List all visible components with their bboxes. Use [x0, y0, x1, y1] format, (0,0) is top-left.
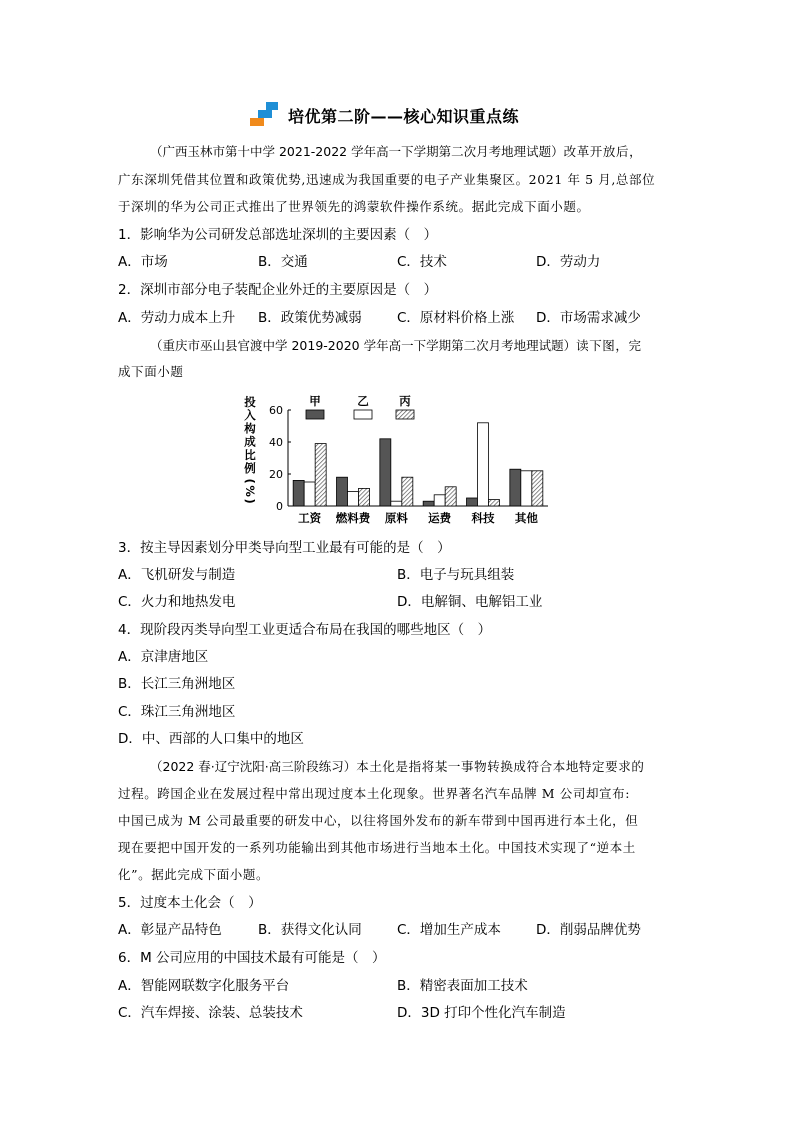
option-d[interactable]: D．3D 打印个性化汽车制造: [397, 1005, 566, 1021]
bar-丙-其他: [532, 471, 543, 506]
bar-乙-燃料费: [348, 492, 359, 506]
option-c[interactable]: C．火力和地热发电: [118, 594, 236, 610]
intro2-line1: [150, 336, 642, 356]
option-d[interactable]: D．削弱品牌优势: [536, 922, 641, 938]
intro1-source: （广西玉林市第十中学 2021-2022 学年高一下学期第二次月考地理试题）: [150, 144, 564, 159]
option-c[interactable]: C．汽车焊接、涂装、总装技术: [118, 1005, 303, 1021]
intro3-line5: 化”。据此完成下面小题。: [118, 867, 270, 882]
option-a[interactable]: A．飞机研发与制造: [118, 567, 236, 583]
option-c[interactable]: C．原材料价格上涨: [397, 310, 515, 326]
option-c[interactable]: C．珠江三角洲地区: [118, 704, 236, 720]
intro3-source: （2022 春·辽宁沈阳·高三阶段练习）: [150, 759, 357, 774]
option-c[interactable]: C．技术: [397, 254, 447, 270]
x-tick-label: 运费: [428, 511, 452, 525]
x-tick-label: 科技: [471, 511, 495, 525]
intro2-source: （重庆市巫山县官渡中学 2019-2020 学年高一下学期第二次月考地理试题）: [150, 338, 577, 353]
y-axis-label-char: 成: [244, 434, 256, 449]
option-d[interactable]: D．劳动力: [536, 254, 601, 270]
bar-甲-科技: [467, 498, 478, 506]
bar-丙-燃料费: [359, 488, 370, 506]
bar-甲-工资: [293, 480, 304, 506]
intro1-text: 改革开放后，: [563, 144, 643, 159]
legend-swatch: [306, 410, 324, 419]
legend-label: 丙: [399, 394, 411, 408]
legend-label: 甲: [309, 394, 321, 408]
option-a[interactable]: A．劳动力成本上升: [118, 310, 236, 326]
option-d[interactable]: D．中、西部的人口集中的地区: [118, 731, 304, 747]
stairs-logo-icon: [250, 102, 282, 128]
intro3-line2: 过程。跨国企业在发展过程中常出现过度本土化现象。世界著名汽车品牌 M 公司却宣布:: [118, 786, 631, 801]
intro1-line3: 于深圳的华为公司正式推出了世界领先的鸿蒙软件操作系统。据此完成下面小题。: [118, 199, 590, 214]
bar-丙-运费: [445, 487, 456, 506]
legend-label: 乙: [357, 394, 369, 408]
y-tick-label: 40: [269, 436, 283, 449]
x-tick-label: 其他: [514, 511, 538, 525]
bar-chart: [236, 394, 556, 530]
bar-丙-原料: [402, 477, 413, 506]
option-c[interactable]: C．增加生产成本: [397, 922, 501, 938]
intro3-line3: 中国已成为 M 公司最重要的研发中心，以往将国外发布的新车带到中国再进行本土化，但: [118, 813, 639, 828]
section-header: [250, 100, 519, 130]
intro3-line4: 现在要把中国开发的一系列功能输出到其他市场进行当地本土化。中国技术实现了“逆本土: [118, 840, 636, 855]
option-b[interactable]: B．电子与玩具组装: [397, 567, 515, 583]
intro1-line1: [150, 142, 642, 162]
bar-乙-其他: [521, 471, 532, 506]
x-tick-label: 燃料费: [335, 511, 371, 525]
bar-甲-燃料费: [337, 477, 348, 506]
bar-丙-科技: [489, 500, 500, 506]
y-tick-label: 20: [269, 468, 283, 481]
question-5: 5．过度本土化会（ ）: [118, 895, 262, 911]
intro2-line2: 成下面小题: [118, 364, 184, 379]
option-a[interactable]: A．京津唐地区: [118, 649, 209, 665]
bar-甲-原料: [380, 439, 391, 506]
question-3: 3．按主导因素划分甲类导向型工业最有可能的是（ ）: [118, 540, 451, 556]
legend-swatch: [396, 410, 414, 419]
intro3-line1: [150, 757, 644, 777]
y-axis-label-char: 入: [244, 408, 256, 423]
option-b[interactable]: B．政策优势减弱: [258, 310, 362, 326]
y-axis-label-char: 投: [244, 395, 256, 409]
y-axis-label-char: (: [243, 478, 257, 484]
y-tick-label: 0: [276, 500, 283, 513]
page-title: 培优第二阶——核心知识重点练: [288, 106, 520, 126]
option-a[interactable]: A．智能网联数字化服务平台: [118, 978, 290, 994]
option-b[interactable]: B．获得文化认同: [258, 922, 362, 938]
x-tick-label: 工资: [298, 511, 322, 525]
y-axis-label-char: ): [243, 498, 257, 504]
intro1-line2: 广东深圳凭借其位置和政策优势,迅速成为我国重要的电子产业集聚区。2021 年 5 月,总部位: [118, 172, 656, 187]
bar-乙-运费: [434, 495, 445, 506]
bar-丙-工资: [315, 444, 326, 506]
y-axis-label-char: 比: [244, 447, 256, 462]
y-axis-label-char: 例: [244, 461, 256, 475]
bar-乙-工资: [304, 482, 315, 506]
bar-甲-运费: [423, 501, 434, 506]
y-axis-label-char: 构: [244, 421, 256, 436]
bar-甲-其他: [510, 469, 521, 506]
bar-乙-原料: [391, 501, 402, 506]
y-axis-label-char: %: [243, 485, 257, 497]
x-tick-label: 原料: [384, 511, 408, 525]
question-4: 4．现阶段丙类导向型工业更适合布局在我国的哪些地区（ ）: [118, 622, 492, 638]
intro3-text: 本土化是指将某一事物转换成符合本地特定要求的: [356, 759, 645, 774]
option-d[interactable]: D．电解铜、电解铝工业: [397, 594, 543, 610]
y-tick-label: 60: [269, 404, 283, 417]
option-b[interactable]: B．交通: [258, 254, 308, 270]
option-d[interactable]: D．市场需求减少: [536, 310, 641, 326]
option-b[interactable]: B．长江三角洲地区: [118, 676, 236, 692]
intro2-text: 读下图，完: [576, 338, 642, 353]
option-b[interactable]: B．精密表面加工技术: [397, 978, 528, 994]
question-2: 2．深圳市部分电子装配企业外迁的主要原因是（ ）: [118, 282, 438, 298]
question-6: 6．M 公司应用的中国技术最有可能是（ ）: [118, 950, 386, 966]
option-a[interactable]: A．市场: [118, 254, 168, 270]
legend-swatch: [354, 410, 372, 419]
question-1: 1．影响华为公司研发总部选址深圳的主要因素（ ）: [118, 227, 438, 243]
option-a[interactable]: A．彰显产品特色: [118, 922, 222, 938]
bar-乙-科技: [478, 423, 489, 506]
